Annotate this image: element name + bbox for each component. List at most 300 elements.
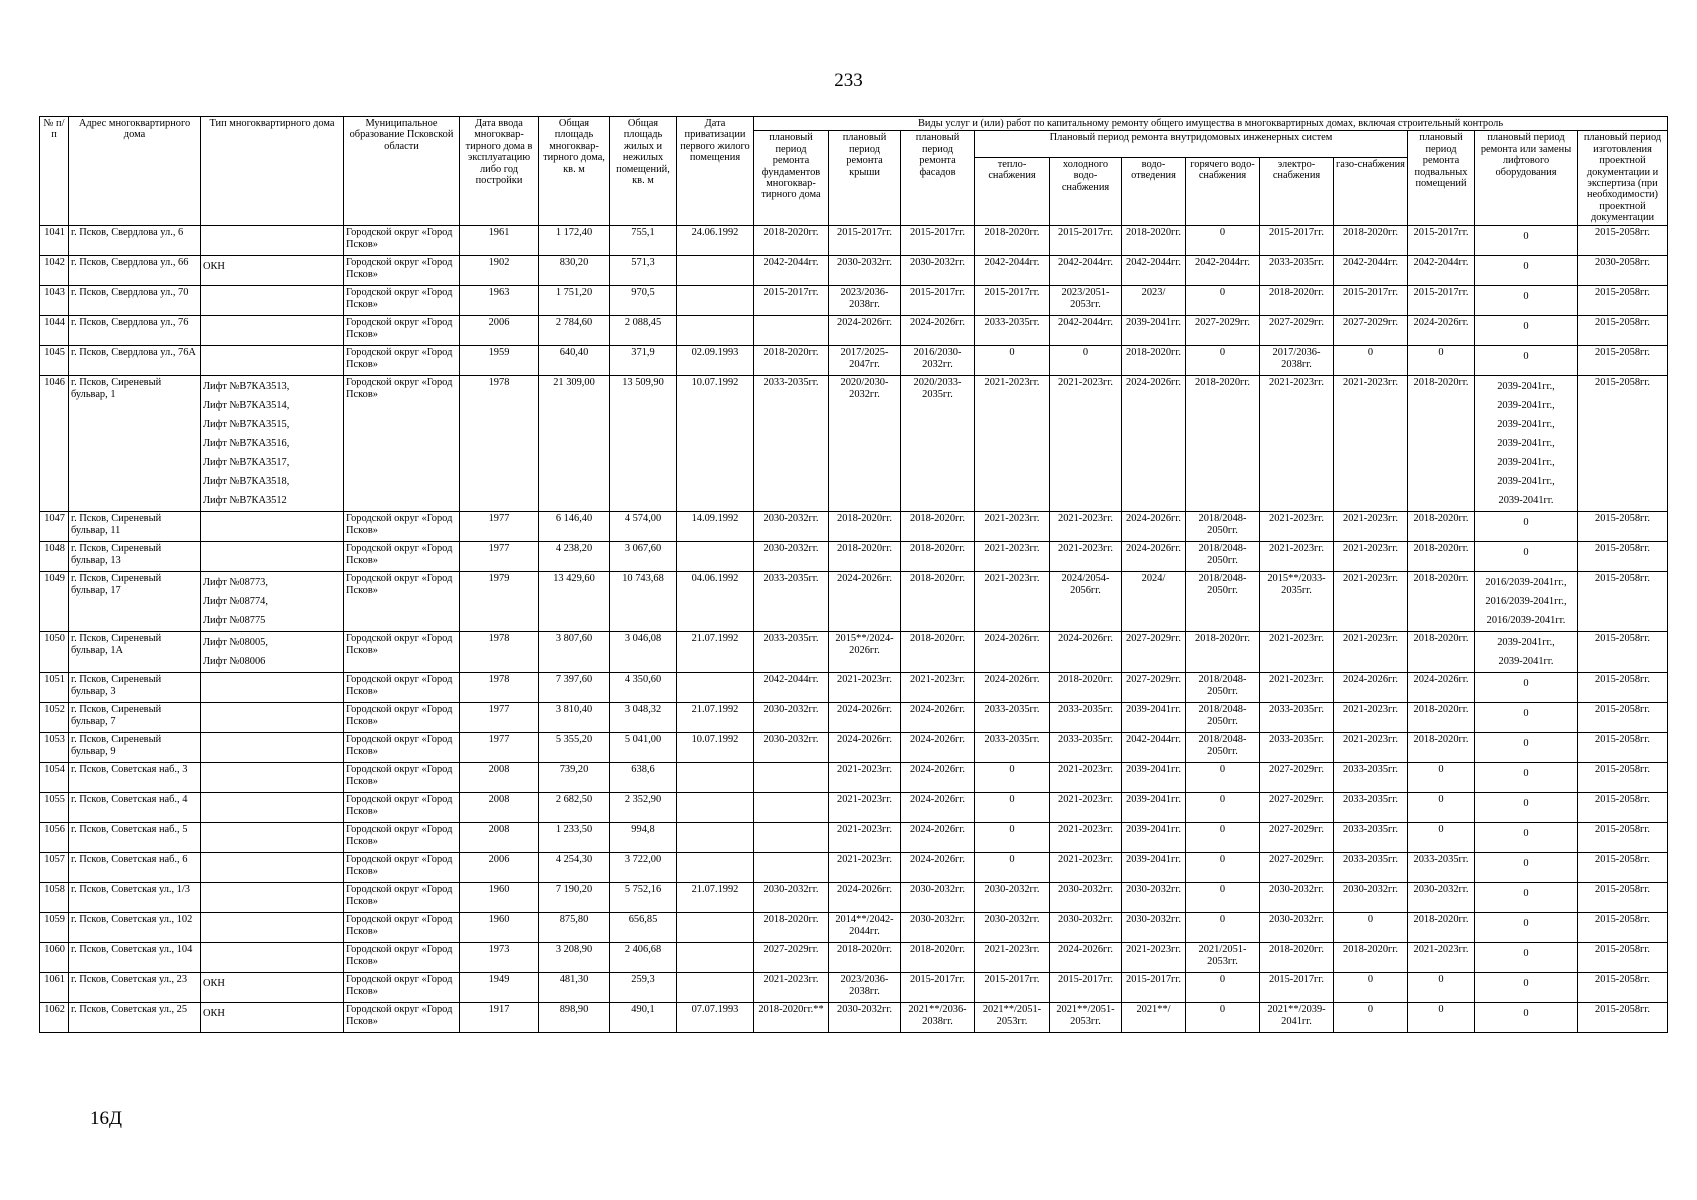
drainage-period-cell: 2021-2023гг. <box>1122 943 1186 973</box>
lift-period-cell <box>1475 943 1578 973</box>
row-number-cell: 1053 <box>40 733 69 763</box>
building-type-cell <box>201 913 344 943</box>
basement-period-cell: 0 <box>1408 793 1475 823</box>
lift-id-item: Лифт №В7КА3517, <box>203 457 290 469</box>
foundation-period-cell <box>754 853 829 883</box>
privatization-date-cell <box>677 853 754 883</box>
table-row <box>40 913 1668 943</box>
lift-period-item: 0 <box>1523 678 1529 690</box>
gas-period-cell: 2015-2017гг. <box>1334 286 1408 316</box>
heat-supply-period-cell: 2018-2020гг. <box>975 226 1050 256</box>
basement-period-cell: 2018-2020гг. <box>1408 542 1475 572</box>
foundation-period-cell <box>754 763 829 793</box>
municipality-cell: Городской округ «Город Псков» <box>344 286 460 316</box>
capital-repair-table-container <box>39 116 1667 1033</box>
drainage-period-cell: 2027-2029гг. <box>1122 632 1186 673</box>
building-type-cell <box>201 376 344 512</box>
gas-period-cell: 0 <box>1334 346 1408 376</box>
cold-water-period-cell: 0 <box>1050 346 1122 376</box>
roof-period-cell: 2024-2026гг. <box>829 883 901 913</box>
cold-water-period-cell: 2015-2017гг. <box>1050 973 1122 1003</box>
hot-water-period-cell: 2042-2044гг. <box>1186 256 1260 286</box>
year-cell: 1973 <box>460 943 539 973</box>
municipality-cell: Городской округ «Город Псков» <box>344 883 460 913</box>
electricity-period-cell: 2018-2020гг. <box>1260 943 1334 973</box>
lift-period-item: 2039-2041гг., <box>1497 438 1555 450</box>
basement-period-cell: 0 <box>1408 1003 1475 1033</box>
facade-period-cell: 2024-2026гг. <box>901 316 975 346</box>
area-total-cell: 6 146,40 <box>539 512 610 542</box>
lift-period-cell <box>1475 632 1578 673</box>
gas-period-cell: 2024-2026гг. <box>1334 673 1408 703</box>
area-total-cell: 1 233,50 <box>539 823 610 853</box>
hot-water-period-cell: 2021/2051-2053гг. <box>1186 943 1260 973</box>
building-type-cell <box>201 853 344 883</box>
year-cell: 1960 <box>460 883 539 913</box>
lift-period-cell <box>1475 572 1578 632</box>
address-cell: г. Псков, Свердлова ул., 76 <box>69 316 201 346</box>
documentation-period-cell: 2015-2058гг. <box>1578 883 1668 913</box>
municipality-cell: Городской округ «Город Псков» <box>344 1003 460 1033</box>
building-type-cell <box>201 673 344 703</box>
row-number-cell: 1062 <box>40 1003 69 1033</box>
building-type-cell <box>201 733 344 763</box>
basement-period-cell: 2018-2020гг. <box>1408 913 1475 943</box>
area-living-cell: 371,9 <box>610 346 677 376</box>
foundation-period-cell <box>754 316 829 346</box>
area-total-cell: 875,80 <box>539 913 610 943</box>
municipality-cell: Городской округ «Город Псков» <box>344 632 460 673</box>
electricity-period-cell: 2017/2036-2038гг. <box>1260 346 1334 376</box>
lift-id-item: Лифт №В7КА3512 <box>203 495 287 507</box>
privatization-date-cell: 21.07.1992 <box>677 632 754 673</box>
municipality-cell: Городской округ «Город Псков» <box>344 913 460 943</box>
electricity-period-cell: 2027-2029гг. <box>1260 763 1334 793</box>
privatization-date-cell <box>677 316 754 346</box>
area-total-cell: 5 355,20 <box>539 733 610 763</box>
electricity-period-cell: 2027-2029гг. <box>1260 823 1334 853</box>
municipality-cell: Городской округ «Город Псков» <box>344 316 460 346</box>
municipality-cell: Городской округ «Город Псков» <box>344 226 460 256</box>
hot-water-period-cell: 0 <box>1186 913 1260 943</box>
header-num: № п/п <box>40 117 69 226</box>
basement-period-cell: 2030-2032гг. <box>1408 883 1475 913</box>
facade-period-cell: 2030-2032гг. <box>901 883 975 913</box>
municipality-cell: Городской округ «Город Псков» <box>344 823 460 853</box>
hot-water-period-cell: 0 <box>1186 883 1260 913</box>
table-row <box>40 823 1668 853</box>
header-gas: газо-снабжения <box>1334 157 1408 226</box>
drainage-period-cell: 2027-2029гг. <box>1122 673 1186 703</box>
row-number-cell: 1046 <box>40 376 69 512</box>
documentation-period-cell: 2015-2058гг. <box>1578 512 1668 542</box>
building-type-cell <box>201 1003 344 1033</box>
building-type-cell <box>201 883 344 913</box>
electricity-period-cell: 2033-2035гг. <box>1260 256 1334 286</box>
cold-water-period-cell: 2021-2023гг. <box>1050 853 1122 883</box>
hot-water-period-cell: 2018/2048-2050гг. <box>1186 673 1260 703</box>
electricity-period-cell: 2021-2023гг. <box>1260 673 1334 703</box>
header-roof: плановый период ремонта крыши <box>829 131 901 226</box>
lift-period-cell <box>1475 316 1578 346</box>
area-total-cell: 7 190,20 <box>539 883 610 913</box>
area-total-cell: 640,40 <box>539 346 610 376</box>
building-type-cell <box>201 256 344 286</box>
hot-water-period-cell: 0 <box>1186 226 1260 256</box>
lift-period-item: 2016/2039-2041гг. <box>1486 615 1566 627</box>
heat-supply-period-cell: 2021-2023гг. <box>975 512 1050 542</box>
lift-period-item: 0 <box>1523 828 1529 840</box>
lift-period-item: 0 <box>1523 547 1529 559</box>
header-hot-water: горячего водо-снабжения <box>1186 157 1260 226</box>
year-cell: 1978 <box>460 673 539 703</box>
hot-water-period-cell: 0 <box>1186 286 1260 316</box>
address-cell: г. Псков, Советская наб., 5 <box>69 823 201 853</box>
gas-period-cell: 0 <box>1334 973 1408 1003</box>
roof-period-cell: 2021-2023гг. <box>829 823 901 853</box>
area-total-cell: 7 397,60 <box>539 673 610 703</box>
roof-period-cell: 2021-2023гг. <box>829 793 901 823</box>
capital-repair-table <box>39 116 1668 1033</box>
lift-period-cell <box>1475 256 1578 286</box>
documentation-period-cell: 2015-2058гг. <box>1578 1003 1668 1033</box>
documentation-period-cell: 2015-2058гг. <box>1578 286 1668 316</box>
documentation-period-cell: 2015-2058гг. <box>1578 632 1668 673</box>
heat-supply-period-cell: 2030-2032гг. <box>975 883 1050 913</box>
page-number: 233 <box>834 70 863 91</box>
gas-period-cell: 2018-2020гг. <box>1334 226 1408 256</box>
cold-water-period-cell: 2030-2032гг. <box>1050 883 1122 913</box>
lift-id-item: Лифт №08775 <box>203 615 266 627</box>
area-living-cell: 2 088,45 <box>610 316 677 346</box>
electricity-period-cell: 2021-2023гг. <box>1260 632 1334 673</box>
area-living-cell: 2 352,90 <box>610 793 677 823</box>
address-cell: г. Псков, Сиреневый бульвар, 11 <box>69 512 201 542</box>
hot-water-period-cell: 2018/2048-2050гг. <box>1186 733 1260 763</box>
cold-water-period-cell: 2021-2023гг. <box>1050 512 1122 542</box>
lift-period-item: 0 <box>1523 798 1529 810</box>
lift-period-item: 2039-2041гг., <box>1497 476 1555 488</box>
privatization-date-cell <box>677 286 754 316</box>
drainage-period-cell: 2039-2041гг. <box>1122 853 1186 883</box>
heat-supply-period-cell: 0 <box>975 823 1050 853</box>
header-privatization: Дата приватизации первого жилого помещения <box>677 117 754 226</box>
address-cell: г. Псков, Сиреневый бульвар, 13 <box>69 542 201 572</box>
foundation-period-cell <box>754 823 829 853</box>
lift-id-item: Лифт №В7КА3513, <box>203 381 290 393</box>
row-number-cell: 1055 <box>40 793 69 823</box>
basement-period-cell: 2024-2026гг. <box>1408 316 1475 346</box>
privatization-date-cell: 07.07.1993 <box>677 1003 754 1033</box>
municipality-cell: Городской округ «Город Псков» <box>344 853 460 883</box>
documentation-period-cell: 2015-2058гг. <box>1578 346 1668 376</box>
address-cell: г. Псков, Советская наб., 3 <box>69 763 201 793</box>
basement-period-cell: 2018-2020гг. <box>1408 572 1475 632</box>
hot-water-period-cell: 2018-2020гг. <box>1186 632 1260 673</box>
lift-period-cell <box>1475 346 1578 376</box>
documentation-period-cell: 2015-2058гг. <box>1578 226 1668 256</box>
year-cell: 1902 <box>460 256 539 286</box>
lift-period-cell <box>1475 853 1578 883</box>
heat-supply-period-cell: 2024-2026гг. <box>975 632 1050 673</box>
municipality-cell: Городской округ «Город Псков» <box>344 703 460 733</box>
header-municipality: Муниципальное образование Псковской области <box>344 117 460 226</box>
row-number-cell: 1045 <box>40 346 69 376</box>
building-type-cell <box>201 542 344 572</box>
year-cell: 1960 <box>460 913 539 943</box>
privatization-date-cell: 02.09.1993 <box>677 346 754 376</box>
cold-water-period-cell: 2021-2023гг. <box>1050 542 1122 572</box>
lift-period-item: 0 <box>1523 261 1529 273</box>
table-row <box>40 346 1668 376</box>
lift-period-item: 0 <box>1523 948 1529 960</box>
basement-period-cell: 2018-2020гг. <box>1408 733 1475 763</box>
gas-period-cell: 0 <box>1334 1003 1408 1033</box>
table-row <box>40 943 1668 973</box>
cold-water-period-cell: 2033-2035гг. <box>1050 733 1122 763</box>
cold-water-period-cell: 2024-2026гг. <box>1050 632 1122 673</box>
privatization-date-cell: 04.06.1992 <box>677 572 754 632</box>
gas-period-cell: 2042-2044гг. <box>1334 256 1408 286</box>
gas-period-cell: 2021-2023гг. <box>1334 376 1408 512</box>
table-row <box>40 793 1668 823</box>
hot-water-period-cell: 2018/2048-2050гг. <box>1186 512 1260 542</box>
year-cell: 1977 <box>460 512 539 542</box>
area-total-cell: 21 309,00 <box>539 376 610 512</box>
electricity-period-cell: 2015-2017гг. <box>1260 973 1334 1003</box>
basement-period-cell: 2018-2020гг. <box>1408 703 1475 733</box>
heat-supply-period-cell: 2024-2026гг. <box>975 673 1050 703</box>
municipality-cell: Городской округ «Город Псков» <box>344 256 460 286</box>
row-number-cell: 1060 <box>40 943 69 973</box>
gas-period-cell: 2033-2035гг. <box>1334 853 1408 883</box>
year-cell: 1963 <box>460 286 539 316</box>
municipality-cell: Городской округ «Город Псков» <box>344 733 460 763</box>
address-cell: г. Псков, Сиреневый бульвар, 9 <box>69 733 201 763</box>
hot-water-period-cell: 2018/2048-2050гг. <box>1186 703 1260 733</box>
area-total-cell: 830,20 <box>539 256 610 286</box>
privatization-date-cell <box>677 763 754 793</box>
electricity-period-cell: 2030-2032гг. <box>1260 913 1334 943</box>
area-total-cell: 13 429,60 <box>539 572 610 632</box>
electricity-period-cell: 2033-2035гг. <box>1260 733 1334 763</box>
privatization-date-cell <box>677 913 754 943</box>
heat-supply-period-cell: 2021-2023гг. <box>975 943 1050 973</box>
municipality-cell: Городской округ «Город Псков» <box>344 673 460 703</box>
row-number-cell: 1058 <box>40 883 69 913</box>
row-number-cell: 1050 <box>40 632 69 673</box>
municipality-cell: Городской округ «Город Псков» <box>344 943 460 973</box>
area-total-cell: 4 238,20 <box>539 542 610 572</box>
lift-period-item: 2016/2039-2041гг., <box>1485 596 1567 608</box>
cold-water-period-cell: 2018-2020гг. <box>1050 673 1122 703</box>
gas-period-cell: 2033-2035гг. <box>1334 823 1408 853</box>
privatization-date-cell: 21.07.1992 <box>677 883 754 913</box>
documentation-period-cell: 2015-2058гг. <box>1578 316 1668 346</box>
area-living-cell: 5 752,16 <box>610 883 677 913</box>
cold-water-period-cell: 2033-2035гг. <box>1050 703 1122 733</box>
drainage-period-cell: 2024-2026гг. <box>1122 542 1186 572</box>
header-group-title: Виды услуг и (или) работ по капитальному ремонту общего имущества в многоквартирных домах, включая строительный контроль <box>754 117 1668 131</box>
area-living-cell: 5 041,00 <box>610 733 677 763</box>
area-total-cell: 3 810,40 <box>539 703 610 733</box>
year-cell: 1979 <box>460 572 539 632</box>
lift-id-item: Лифт №08006 <box>203 656 266 668</box>
roof-period-cell: 2024-2026гг. <box>829 703 901 733</box>
building-type-cell <box>201 226 344 256</box>
facade-period-cell: 2024-2026гг. <box>901 793 975 823</box>
header-lift: плановый период ремонта или замены лифтового оборудования <box>1475 131 1578 226</box>
table-header <box>40 117 1668 226</box>
heat-supply-period-cell: 0 <box>975 346 1050 376</box>
drainage-period-cell: 2024/ <box>1122 572 1186 632</box>
facade-period-cell: 2016/2030-2032гг. <box>901 346 975 376</box>
facade-period-cell: 2015-2017гг. <box>901 286 975 316</box>
documentation-period-cell: 2015-2058гг. <box>1578 823 1668 853</box>
lift-period-cell <box>1475 226 1578 256</box>
lift-id-item: Лифт №В7КА3518, <box>203 476 290 488</box>
lift-period-item: 0 <box>1523 858 1529 870</box>
table-row <box>40 226 1668 256</box>
basement-period-cell: 2042-2044гг. <box>1408 256 1475 286</box>
electricity-period-cell: 2018-2020гг. <box>1260 286 1334 316</box>
facade-period-cell: 2015-2017гг. <box>901 226 975 256</box>
header-facade: плановый период ремонта фасадов <box>901 131 975 226</box>
foundation-period-cell: 2018-2020гг.** <box>754 1003 829 1033</box>
lift-period-cell <box>1475 733 1578 763</box>
row-number-cell: 1043 <box>40 286 69 316</box>
building-type-cell <box>201 703 344 733</box>
facade-period-cell: 2021-2023гг. <box>901 673 975 703</box>
facade-period-cell: 2024-2026гг. <box>901 823 975 853</box>
privatization-date-cell: 14.09.1992 <box>677 512 754 542</box>
lift-period-cell <box>1475 913 1578 943</box>
row-number-cell: 1052 <box>40 703 69 733</box>
drainage-period-cell: 2039-2041гг. <box>1122 793 1186 823</box>
year-cell: 1961 <box>460 226 539 256</box>
lift-period-cell <box>1475 973 1578 1003</box>
area-total-cell: 481,30 <box>539 973 610 1003</box>
electricity-period-cell: 2027-2029гг. <box>1260 793 1334 823</box>
municipality-cell: Городской округ «Город Псков» <box>344 973 460 1003</box>
lift-period-item: 2039-2041гг., <box>1497 457 1555 469</box>
year-cell: 1978 <box>460 632 539 673</box>
lift-period-item: 2016/2039-2041гг., <box>1485 577 1567 589</box>
privatization-date-cell: 10.07.1992 <box>677 376 754 512</box>
address-cell: г. Псков, Свердлова ул., 66 <box>69 256 201 286</box>
address-cell: г. Псков, Свердлова ул., 6 <box>69 226 201 256</box>
year-cell: 2006 <box>460 853 539 883</box>
table-row <box>40 542 1668 572</box>
lift-period-item: 0 <box>1523 768 1529 780</box>
header-drainage: водо-отведения <box>1122 157 1186 226</box>
lift-id-item: Лифт №08005, <box>203 637 268 649</box>
basement-period-cell: 0 <box>1408 763 1475 793</box>
lift-period-item: 0 <box>1523 978 1529 990</box>
gas-period-cell: 2021-2023гг. <box>1334 512 1408 542</box>
documentation-period-cell: 2015-2058гг. <box>1578 913 1668 943</box>
electricity-period-cell: 2027-2029гг. <box>1260 316 1334 346</box>
privatization-date-cell <box>677 823 754 853</box>
table-row <box>40 316 1668 346</box>
basement-period-cell: 2018-2020гг. <box>1408 632 1475 673</box>
privatization-date-cell <box>677 256 754 286</box>
lift-period-item: 0 <box>1523 517 1529 529</box>
foundation-period-cell: 2030-2032гг. <box>754 542 829 572</box>
row-number-cell: 1044 <box>40 316 69 346</box>
year-cell: 1977 <box>460 542 539 572</box>
area-total-cell: 2 784,60 <box>539 316 610 346</box>
lift-period-item: 0 <box>1523 888 1529 900</box>
privatization-date-cell <box>677 542 754 572</box>
lift-period-cell <box>1475 286 1578 316</box>
documentation-period-cell: 2015-2058гг. <box>1578 542 1668 572</box>
foundation-period-cell: 2021-2023гг. <box>754 973 829 1003</box>
drainage-period-cell: 2039-2041гг. <box>1122 823 1186 853</box>
heat-supply-period-cell: 2015-2017гг. <box>975 286 1050 316</box>
foundation-period-cell: 2042-2044гг. <box>754 673 829 703</box>
header-heat-supply: тепло-снабжения <box>975 157 1050 226</box>
address-cell: г. Псков, Советская ул., 1/3 <box>69 883 201 913</box>
cold-water-period-cell: 2030-2032гг. <box>1050 913 1122 943</box>
lift-period-item: 0 <box>1523 1008 1529 1020</box>
cold-water-period-cell: 2015-2017гг. <box>1050 226 1122 256</box>
lift-period-item: 0 <box>1523 291 1529 303</box>
address-cell: г. Псков, Советская наб., 4 <box>69 793 201 823</box>
lift-period-cell <box>1475 823 1578 853</box>
facade-period-cell: 2030-2032гг. <box>901 256 975 286</box>
cold-water-period-cell: 2021**/2051-2053гг. <box>1050 1003 1122 1033</box>
row-number-cell: 1049 <box>40 572 69 632</box>
year-cell: 2006 <box>460 316 539 346</box>
roof-period-cell: 2020/2030-2032гг. <box>829 376 901 512</box>
area-total-cell: 1 751,20 <box>539 286 610 316</box>
building-type-cell <box>201 346 344 376</box>
gas-period-cell: 2021-2023гг. <box>1334 632 1408 673</box>
drainage-period-cell: 2042-2044гг. <box>1122 733 1186 763</box>
row-number-cell: 1056 <box>40 823 69 853</box>
lift-period-item: 0 <box>1523 321 1529 333</box>
table-row <box>40 376 1668 512</box>
area-total-cell: 898,90 <box>539 1003 610 1033</box>
cold-water-period-cell: 2042-2044гг. <box>1050 316 1122 346</box>
header-cold-water: холодного водо-снабжения <box>1050 157 1122 226</box>
area-living-cell: 490,1 <box>610 1003 677 1033</box>
documentation-period-cell: 2015-2058гг. <box>1578 763 1668 793</box>
heat-supply-period-cell: 2021-2023гг. <box>975 542 1050 572</box>
roof-period-cell: 2023/2036-2038гг. <box>829 286 901 316</box>
gas-period-cell: 2018-2020гг. <box>1334 943 1408 973</box>
basement-period-cell: 2015-2017гг. <box>1408 286 1475 316</box>
basement-period-cell: 2018-2020гг. <box>1408 512 1475 542</box>
drainage-period-cell: 2021**/ <box>1122 1003 1186 1033</box>
foundation-period-cell: 2018-2020гг. <box>754 226 829 256</box>
heat-supply-period-cell: 0 <box>975 793 1050 823</box>
year-cell: 1949 <box>460 973 539 1003</box>
roof-period-cell: 2015-2017гг. <box>829 226 901 256</box>
foundation-period-cell <box>754 793 829 823</box>
foundation-period-cell: 2030-2032гг. <box>754 883 829 913</box>
facade-period-cell: 2018-2020гг. <box>901 572 975 632</box>
lift-period-item: 2039-2041гг. <box>1498 656 1554 668</box>
year-cell: 2008 <box>460 793 539 823</box>
foundation-period-cell: 2033-2035гг. <box>754 632 829 673</box>
building-type-cell <box>201 572 344 632</box>
hot-water-period-cell: 0 <box>1186 346 1260 376</box>
electricity-period-cell: 2027-2029гг. <box>1260 853 1334 883</box>
facade-period-cell: 2015-2017гг. <box>901 973 975 1003</box>
roof-period-cell: 2018-2020гг. <box>829 943 901 973</box>
